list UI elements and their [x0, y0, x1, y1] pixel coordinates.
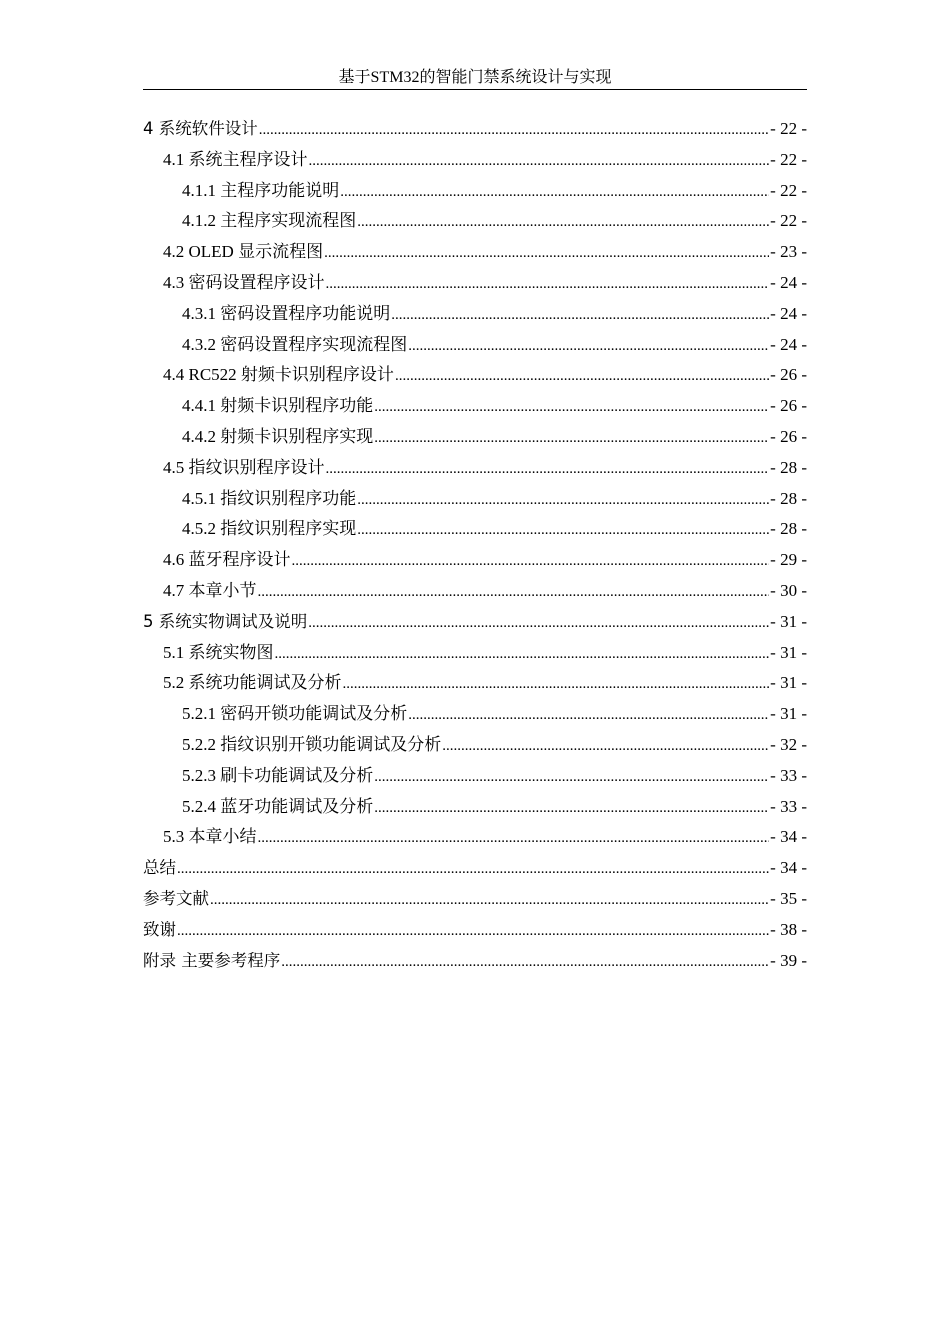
- toc-entry[interactable]: [143, 761, 807, 792]
- toc-entry-page: - 30 -: [770, 580, 807, 600]
- toc-dot-leader: [210, 885, 769, 915]
- page-header-title: 基于STM32的智能门禁系统设计与实现: [338, 69, 612, 86]
- toc-dot-leader: [259, 115, 769, 145]
- toc-dot-leader: [281, 947, 769, 977]
- toc-entry-page: - 34 -: [770, 827, 807, 847]
- toc-entry[interactable]: [143, 176, 807, 207]
- page-header: [143, 68, 807, 88]
- toc-entry-page: - 39 -: [770, 950, 807, 970]
- toc-entry-page: - 28 -: [770, 519, 807, 539]
- toc-dot-leader: [395, 361, 769, 391]
- toc-entry-title: 附录 主要参考程序: [143, 950, 281, 970]
- toc-entry-title: 4.5 指纹识别程序设计: [163, 457, 325, 477]
- toc-entry[interactable]: [143, 206, 807, 237]
- toc-entry-page: - 26 -: [770, 365, 807, 385]
- header-divider: [143, 89, 807, 90]
- toc-entry-title: 4.1.1 主程序功能说明: [182, 180, 340, 200]
- toc-entry[interactable]: [143, 730, 807, 761]
- toc-dot-leader: [308, 608, 769, 638]
- toc-dot-leader: [275, 639, 770, 669]
- toc-dot-leader: [374, 423, 769, 453]
- toc-entry-page: - 28 -: [770, 488, 807, 508]
- toc-entry-title: 4.3.2 密码设置程序实现流程图: [182, 334, 408, 354]
- toc-dot-leader: [442, 731, 769, 761]
- toc-dot-leader: [357, 485, 769, 515]
- toc-entry-page: - 22 -: [770, 211, 807, 231]
- toc-entry-title: 4.1.2 主程序实现流程图: [182, 211, 357, 231]
- toc-entry-page: - 33 -: [770, 765, 807, 785]
- toc-entry-page: - 29 -: [770, 550, 807, 570]
- toc-entry-page: - 26 -: [770, 396, 807, 416]
- toc-entry-title: 5 系统实物调试及说明: [143, 611, 308, 631]
- toc-entry[interactable]: [143, 576, 807, 607]
- toc-entry-page: - 34 -: [770, 858, 807, 878]
- toc-dot-leader: [292, 546, 770, 576]
- toc-entry-title: 4.3 密码设置程序设计: [163, 272, 325, 292]
- toc-entry[interactable]: [143, 484, 807, 515]
- toc-entry[interactable]: [143, 237, 807, 268]
- toc-entry[interactable]: [143, 946, 807, 977]
- toc-entry[interactable]: [143, 822, 807, 853]
- toc-entry[interactable]: [143, 360, 807, 391]
- toc-dot-leader: [326, 454, 770, 484]
- toc-entry-title: 5.3 本章小结: [163, 827, 257, 847]
- toc-entry-title: 4.5.1 指纹识别程序功能: [182, 488, 357, 508]
- toc-entry[interactable]: [143, 915, 807, 946]
- toc-dot-leader: [391, 300, 769, 330]
- toc-entry-page: - 38 -: [770, 919, 807, 939]
- toc-entry[interactable]: [143, 607, 807, 638]
- toc-dot-leader: [374, 762, 769, 792]
- toc-entry-title: 4.4 RC522 射频卡识别程序设计: [163, 365, 394, 385]
- toc-entry-page: - 31 -: [770, 611, 807, 631]
- toc-entry-page: - 31 -: [770, 673, 807, 693]
- toc-entry-title: 5.1 系统实物图: [163, 642, 274, 662]
- toc-entry-title: 4.4.2 射频卡识别程序实现: [182, 426, 374, 446]
- toc-dot-leader: [374, 793, 769, 823]
- toc-entry[interactable]: [143, 330, 807, 361]
- toc-dot-leader: [357, 515, 769, 545]
- toc-entry[interactable]: [143, 299, 807, 330]
- toc-entry-page: - 23 -: [770, 242, 807, 262]
- toc-entry[interactable]: [143, 422, 807, 453]
- toc-entry-title: 5.2.2 指纹识别开锁功能调试及分析: [182, 734, 442, 754]
- toc-entry-page: - 22 -: [770, 149, 807, 169]
- toc-entry[interactable]: [143, 145, 807, 176]
- toc-entry[interactable]: [143, 792, 807, 823]
- toc-entry-page: - 24 -: [770, 303, 807, 323]
- toc-entry[interactable]: [143, 391, 807, 422]
- toc-entry-page: - 32 -: [770, 734, 807, 754]
- toc-entry-page: - 22 -: [770, 180, 807, 200]
- toc-entry[interactable]: [143, 514, 807, 545]
- toc-entry-title: 参考文献: [143, 888, 209, 908]
- toc-entry-page: - 31 -: [770, 704, 807, 724]
- toc-entry[interactable]: [143, 545, 807, 576]
- toc-dot-leader: [258, 823, 770, 853]
- toc-entry-title: 5.2.1 密码开锁功能调试及分析: [182, 704, 408, 724]
- toc-entry-title: 4.3.1 密码设置程序功能说明: [182, 303, 391, 323]
- toc-entry-title: 4.7 本章小节: [163, 580, 257, 600]
- toc-dot-leader: [357, 207, 769, 237]
- toc-entry-page: - 31 -: [770, 642, 807, 662]
- toc-dot-leader: [326, 269, 770, 299]
- toc-dot-leader: [408, 331, 769, 361]
- toc-entry[interactable]: [143, 453, 807, 484]
- table-of-contents: [143, 114, 807, 976]
- toc-entry-page: - 28 -: [770, 457, 807, 477]
- toc-entry[interactable]: [143, 853, 807, 884]
- toc-entry-title: 4.4.1 射频卡识别程序功能: [182, 396, 374, 416]
- toc-dot-leader: [309, 146, 770, 176]
- toc-dot-leader: [374, 392, 769, 422]
- toc-entry-title: 4 系统软件设计: [143, 119, 258, 138]
- toc-dot-leader: [343, 669, 770, 699]
- toc-entry-page: - 22 -: [770, 119, 807, 138]
- toc-entry-page: - 33 -: [770, 796, 807, 816]
- toc-entry[interactable]: [143, 884, 807, 915]
- toc-dot-leader: [340, 177, 769, 207]
- toc-entry-title: 4.5.2 指纹识别程序实现: [182, 519, 357, 539]
- toc-entry-title: 4.1 系统主程序设计: [163, 149, 308, 169]
- toc-entry-title: 总结: [143, 858, 176, 878]
- toc-dot-leader: [408, 700, 769, 730]
- toc-entry-page: - 24 -: [770, 334, 807, 354]
- toc-entry-title: 5.2 系统功能调试及分析: [163, 673, 342, 693]
- toc-entry[interactable]: [143, 699, 807, 730]
- toc-entry-title: 5.2.3 刷卡功能调试及分析: [182, 765, 374, 785]
- toc-entry-title: 4.6 蓝牙程序设计: [163, 550, 291, 570]
- toc-entry[interactable]: [143, 268, 807, 299]
- toc-entry[interactable]: [143, 638, 807, 669]
- toc-dot-leader: [258, 577, 770, 607]
- toc-entry[interactable]: [143, 114, 807, 145]
- toc-dot-leader: [177, 854, 769, 884]
- toc-entry-page: - 26 -: [770, 426, 807, 446]
- toc-dot-leader: [177, 916, 769, 946]
- toc-entry-title: 4.2 OLED 显示流程图: [163, 242, 324, 262]
- toc-dot-leader: [324, 238, 769, 268]
- toc-entry-page: - 24 -: [770, 272, 807, 292]
- toc-entry-title: 5.2.4 蓝牙功能调试及分析: [182, 796, 374, 816]
- toc-entry-page: - 35 -: [770, 888, 807, 908]
- toc-entry-title: 致谢: [143, 919, 176, 939]
- toc-entry[interactable]: [143, 668, 807, 699]
